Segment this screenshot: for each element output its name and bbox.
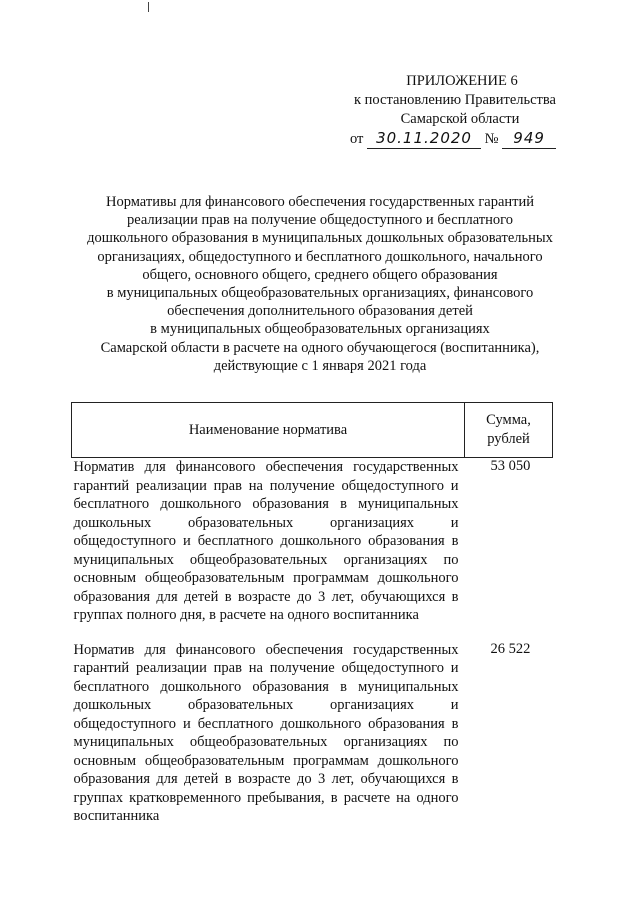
- norm-description: Норматив для финансового обеспечения государственных гарантий реализации прав на получение общедоступного и бесплатного дошкольного образования в муниципальных дошкольных образовательных организациях и общедоступного и бесплатного дошкольного образования в муниципальных общеобразовательных организациях по основным общеобразовательным программам дошкольного образования для детей в возрасте до 3 лет, обучающихся в группах полного дня, в расчете на одного воспитанника: [73, 459, 459, 623]
- table-row: [72, 458, 553, 641]
- sum-header-line-1: Сумма,: [486, 412, 531, 428]
- title-line: в муниципальных общеобразовательных организациях, финансового: [106, 285, 534, 302]
- appendix-number: ПРИЛОЖЕНИЕ 6: [406, 73, 518, 89]
- sum-header-line-2: рублей: [487, 431, 530, 447]
- table-header-row: [72, 403, 553, 458]
- norm-amount: 26 522: [490, 640, 531, 657]
- column-header-sum: [465, 403, 553, 458]
- title-line: организациях, общедоступного и бесплатного дошкольного, начального: [97, 248, 543, 265]
- table-row: [72, 641, 553, 826]
- scan-artifact: [148, 2, 149, 12]
- number-label: №: [484, 131, 499, 147]
- title-line: общего, основного общего, среднего общего образования: [142, 266, 498, 283]
- document-title: [60, 193, 580, 375]
- title-line: реализации прав на получение общедоступного и бесплатного: [127, 212, 513, 229]
- appendix-date-line: [340, 129, 570, 149]
- column-header-name: Наименование норматива: [72, 403, 465, 458]
- appendix-header: [340, 72, 570, 149]
- norm-description: Норматив для финансового обеспечения государственных гарантий реализации прав на получение общедоступного и бесплатного дошкольного образования в муниципальных дошкольных образовательных организациях и общедоступного и бесплатного дошкольного образования в муниципальных общеобразовательных организациях по основным общеобразовательным программам дошкольного образования для детей в возрасте до 3 лет, обучающихся в группах кратковременного пребывания, в расчете на одного воспитанника: [73, 641, 459, 824]
- title-line: дошкольного образования в муниципальных дошкольных образовательных: [87, 230, 553, 247]
- title-line: в муниципальных общеобразовательных организациях: [150, 321, 490, 338]
- title-line: Самарской области в расчете на одного обучающегося (воспитанника),: [100, 339, 540, 356]
- title-line: Нормативы для финансового обеспечения государственных гарантий: [105, 194, 535, 210]
- appendix-resolution: к постановлению Правительства: [354, 92, 556, 108]
- appendix-region: Самарской области: [400, 111, 520, 127]
- from-label: от: [350, 131, 364, 147]
- handwritten-date: 30.11.2020: [367, 129, 481, 149]
- norms-table: [71, 402, 553, 826]
- norm-amount: 53 050: [490, 458, 531, 474]
- title-line: обеспечения дополнительного образования детей: [167, 303, 473, 320]
- title-line: действующие с 1 января 2021 года: [213, 357, 427, 374]
- handwritten-doc-number: 949: [502, 129, 556, 149]
